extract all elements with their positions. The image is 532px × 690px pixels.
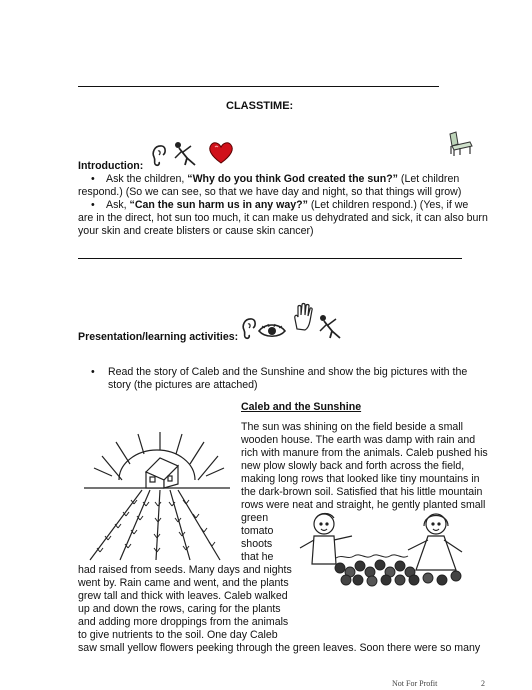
question-why-sun: “Why do you think God created the sun?” — [187, 173, 398, 185]
story-line: grew tall and thick with leaves. Caleb walked — [78, 590, 288, 602]
story-line: shoots — [241, 538, 273, 550]
story-line: had raised from seeds. Many days and nights — [78, 564, 292, 576]
story-line: and adding more droppings from the animals — [78, 616, 289, 628]
classtime-heading: CLASSTIME: — [226, 100, 294, 112]
story-line: making long rows that looked like tiny mountains in — [241, 473, 480, 485]
question-sun-harm: “Can the sun harm us in any way?” — [129, 199, 308, 211]
page-number: 2 — [481, 679, 485, 688]
sunshine-farm-illustration — [82, 432, 232, 562]
story-line: the dark-brown soil. Satisfied that his little mountain — [241, 486, 483, 498]
story-line: The sun was shining on the field beside a small — [241, 421, 464, 433]
story-line: wooden house. The earth was damp with rain and — [241, 434, 476, 446]
intro-bullet-1-line2: respond.) (So we can see, so that we have day and night, so that things will grow) — [78, 186, 462, 198]
bullet-dot: • — [91, 173, 95, 185]
intro-bullet-2-line2: are in the direct, hot sun too much, it can make us dehydrated and sick, it can also burn — [78, 212, 488, 224]
middle-rule — [78, 258, 462, 259]
stretching-figure-icon — [173, 140, 203, 166]
bullet-dot: • — [91, 366, 95, 378]
ear-icon — [240, 316, 258, 340]
presentation-bullet-1-line2: story (the pictures are attached) — [108, 379, 258, 391]
bullet-dot: • — [91, 199, 95, 211]
story-line: tomato — [241, 525, 274, 537]
heart-icon — [208, 141, 234, 165]
intro-bullet-2-line3: your skin and create blisters or cause skin cancer) — [78, 225, 314, 237]
hand-icon — [291, 303, 315, 331]
introduction-label: Introduction: — [78, 160, 144, 172]
children-garden-illustration — [296, 510, 476, 588]
story-title: Caleb and the Sunshine — [241, 401, 362, 413]
story-line: rows were neat and straight, he gently planted small — [241, 499, 486, 511]
story-line: rich with manure from the animals. Caleb pushed his — [241, 447, 488, 459]
presentation-label: Presentation/learning activities: — [78, 331, 239, 343]
top-rule — [78, 86, 439, 87]
footer-not-for-profit: Not For Profit — [392, 679, 438, 688]
stretching-figure-icon — [318, 313, 348, 339]
eye-icon — [258, 323, 286, 339]
story-line: that he — [241, 551, 274, 563]
story-line: to give nutrients to the soil. One day Caleb — [78, 629, 278, 641]
story-last-line: saw small yellow flowers peeking through the green leaves. Soon there were so many — [78, 642, 481, 654]
story-line: new plow slowly back and forth across the field, — [241, 460, 465, 472]
chair-icon — [446, 130, 476, 158]
story-line: green — [241, 512, 269, 524]
story-line: went by. Rain came and went, and the plants — [78, 577, 289, 589]
ear-icon — [150, 143, 168, 167]
story-line: up and down the rows, caring for the plants — [78, 603, 281, 615]
